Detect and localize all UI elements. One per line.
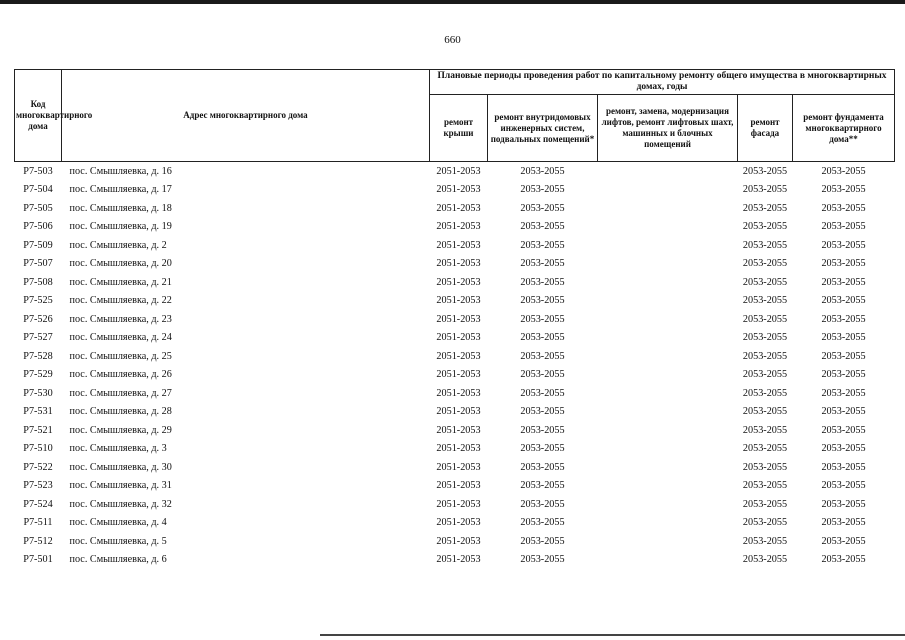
cell-address: пос. Смышляевка, д. 22 bbox=[69, 295, 172, 307]
header-roof: ремонт крыши bbox=[430, 95, 488, 162]
cell-systems: 2053-2055 bbox=[520, 258, 565, 270]
cell-lifts bbox=[598, 310, 738, 329]
cell-facade: 2053-2055 bbox=[742, 498, 788, 510]
cell-foundation: 2053-2055 bbox=[821, 480, 866, 492]
cell-address: пос. Смышляевка, д. 24 bbox=[69, 332, 172, 344]
cell-foundation: 2053-2055 bbox=[821, 295, 866, 307]
cell-foundation: 2053-2055 bbox=[821, 332, 866, 344]
cell-roof: 2051-2053 bbox=[436, 369, 481, 381]
cell-systems: 2053-2055 bbox=[520, 406, 565, 418]
cell-systems: 2053-2055 bbox=[520, 535, 565, 547]
cell-address: пос. Смышляевка, д. 23 bbox=[69, 313, 172, 325]
cell-facade: 2053-2055 bbox=[742, 424, 788, 436]
cell-systems: 2053-2055 bbox=[520, 165, 565, 177]
header-systems: ремонт внутридомовых инженерных систем, подвальных помещений* bbox=[488, 95, 598, 162]
header-address: Адрес многоквартирного дома bbox=[62, 70, 430, 162]
table-row bbox=[15, 218, 895, 237]
cell-facade: 2053-2055 bbox=[742, 239, 788, 251]
cell-address: пос. Смышляевка, д. 19 bbox=[69, 221, 172, 233]
cell-roof: 2051-2053 bbox=[436, 239, 481, 251]
table-row bbox=[15, 292, 895, 311]
cell-systems: 2053-2055 bbox=[520, 202, 565, 214]
scan-bottom-line bbox=[320, 634, 905, 636]
cell-facade: 2053-2055 bbox=[742, 369, 788, 381]
cell-systems: 2053-2055 bbox=[520, 387, 565, 399]
table-row bbox=[15, 532, 895, 551]
header-foundation: ремонт фундамента многоквартирного дома** bbox=[793, 95, 895, 162]
cell-systems: 2053-2055 bbox=[520, 480, 565, 492]
cell-lifts bbox=[598, 458, 738, 477]
table-row bbox=[15, 421, 895, 440]
cell-lifts bbox=[598, 440, 738, 459]
cell-facade: 2053-2055 bbox=[742, 406, 788, 418]
cell-address: пос. Смышляевка, д. 21 bbox=[69, 276, 172, 288]
cell-code: Р7-505 bbox=[23, 202, 53, 214]
cell-address: пос. Смышляевка, д. 17 bbox=[69, 184, 172, 196]
cell-code: Р7-531 bbox=[23, 406, 53, 418]
cell-foundation: 2053-2055 bbox=[821, 387, 866, 399]
cell-foundation: 2053-2055 bbox=[821, 313, 866, 325]
cell-lifts bbox=[598, 255, 738, 274]
cell-lifts bbox=[598, 162, 738, 181]
scan-top-border bbox=[0, 0, 905, 4]
cell-code: Р7-523 bbox=[23, 480, 53, 492]
cell-address: пос. Смышляевка, д. 29 bbox=[69, 424, 172, 436]
cell-roof: 2051-2053 bbox=[436, 424, 481, 436]
table-row bbox=[15, 495, 895, 514]
cell-roof: 2051-2053 bbox=[436, 184, 481, 196]
cell-address: пос. Смышляевка, д. 32 bbox=[69, 498, 172, 510]
cell-facade: 2053-2055 bbox=[742, 480, 788, 492]
cell-foundation: 2053-2055 bbox=[821, 184, 866, 196]
cell-roof: 2051-2053 bbox=[436, 461, 481, 473]
capital-repair-table bbox=[14, 69, 895, 569]
cell-facade: 2053-2055 bbox=[742, 332, 788, 344]
cell-code: Р7-509 bbox=[23, 239, 53, 251]
cell-facade: 2053-2055 bbox=[742, 461, 788, 473]
cell-lifts bbox=[598, 551, 738, 570]
cell-code: Р7-528 bbox=[23, 350, 53, 362]
cell-foundation: 2053-2055 bbox=[821, 554, 866, 566]
cell-roof: 2051-2053 bbox=[436, 443, 481, 455]
cell-roof: 2051-2053 bbox=[436, 498, 481, 510]
table-row bbox=[15, 440, 895, 459]
cell-address: пос. Смышляевка, д. 6 bbox=[69, 554, 167, 566]
table-row bbox=[15, 403, 895, 422]
cell-code: Р7-527 bbox=[23, 332, 53, 344]
cell-lifts bbox=[598, 421, 738, 440]
cell-address: пос. Смышляевка, д. 16 bbox=[69, 165, 172, 177]
cell-address: пос. Смышляевка, д. 25 bbox=[69, 350, 172, 362]
cell-systems: 2053-2055 bbox=[520, 461, 565, 473]
cell-facade: 2053-2055 bbox=[742, 258, 788, 270]
cell-facade: 2053-2055 bbox=[742, 221, 788, 233]
cell-roof: 2051-2053 bbox=[436, 554, 481, 566]
cell-roof: 2051-2053 bbox=[436, 517, 481, 529]
cell-facade: 2053-2055 bbox=[742, 443, 788, 455]
header-planned-periods: Плановые периоды проведения работ по капитальному ремонту общего имущества в многоквартирных домах, годы bbox=[430, 70, 895, 95]
cell-address: пос. Смышляевка, д. 5 bbox=[69, 535, 167, 547]
cell-foundation: 2053-2055 bbox=[821, 369, 866, 381]
cell-lifts bbox=[598, 495, 738, 514]
cell-lifts bbox=[598, 236, 738, 255]
cell-roof: 2051-2053 bbox=[436, 165, 481, 177]
cell-lifts bbox=[598, 384, 738, 403]
cell-facade: 2053-2055 bbox=[742, 184, 788, 196]
table-row bbox=[15, 477, 895, 496]
cell-systems: 2053-2055 bbox=[520, 184, 565, 196]
table-row bbox=[15, 255, 895, 274]
cell-code: Р7-506 bbox=[23, 221, 53, 233]
cell-roof: 2051-2053 bbox=[436, 387, 481, 399]
cell-lifts bbox=[598, 273, 738, 292]
cell-address: пос. Смышляевка, д. 28 bbox=[69, 406, 172, 418]
cell-facade: 2053-2055 bbox=[742, 517, 788, 529]
cell-systems: 2053-2055 bbox=[520, 517, 565, 529]
cell-foundation: 2053-2055 bbox=[821, 406, 866, 418]
cell-foundation: 2053-2055 bbox=[821, 461, 866, 473]
cell-facade: 2053-2055 bbox=[742, 202, 788, 214]
header-facade: ремонт фасада bbox=[738, 95, 793, 162]
cell-address: пос. Смышляевка, д. 31 bbox=[69, 480, 172, 492]
cell-roof: 2051-2053 bbox=[436, 258, 481, 270]
cell-foundation: 2053-2055 bbox=[821, 165, 866, 177]
cell-systems: 2053-2055 bbox=[520, 498, 565, 510]
table-row bbox=[15, 384, 895, 403]
cell-address: пос. Смышляевка, д. 3 bbox=[69, 443, 167, 455]
table-row bbox=[15, 310, 895, 329]
cell-systems: 2053-2055 bbox=[520, 313, 565, 325]
cell-systems: 2053-2055 bbox=[520, 554, 565, 566]
cell-code: Р7-522 bbox=[23, 461, 53, 473]
cell-roof: 2051-2053 bbox=[436, 480, 481, 492]
cell-code: Р7-510 bbox=[23, 443, 53, 455]
cell-address: пос. Смышляевка, д. 4 bbox=[69, 517, 167, 529]
cell-roof: 2051-2053 bbox=[436, 313, 481, 325]
cell-foundation: 2053-2055 bbox=[821, 202, 866, 214]
cell-lifts bbox=[598, 199, 738, 218]
cell-roof: 2051-2053 bbox=[436, 350, 481, 362]
table-row bbox=[15, 236, 895, 255]
cell-lifts bbox=[598, 292, 738, 311]
cell-lifts bbox=[598, 477, 738, 496]
cell-roof: 2051-2053 bbox=[436, 221, 481, 233]
cell-code: Р7-501 bbox=[23, 554, 53, 566]
cell-address: пос. Смышляевка, д. 20 bbox=[69, 258, 172, 270]
cell-lifts bbox=[598, 329, 738, 348]
cell-systems: 2053-2055 bbox=[520, 369, 565, 381]
cell-facade: 2053-2055 bbox=[742, 350, 788, 362]
cell-code: Р7-512 bbox=[23, 535, 53, 547]
cell-code: Р7-529 bbox=[23, 369, 53, 381]
cell-roof: 2051-2053 bbox=[436, 406, 481, 418]
cell-foundation: 2053-2055 bbox=[821, 258, 866, 270]
cell-lifts bbox=[598, 347, 738, 366]
cell-roof: 2051-2053 bbox=[436, 295, 481, 307]
cell-code: Р7-511 bbox=[23, 517, 53, 529]
cell-foundation: 2053-2055 bbox=[821, 498, 866, 510]
cell-facade: 2053-2055 bbox=[742, 554, 788, 566]
cell-code: Р7-530 bbox=[23, 387, 53, 399]
table-row bbox=[15, 458, 895, 477]
cell-foundation: 2053-2055 bbox=[821, 535, 866, 547]
cell-lifts bbox=[598, 181, 738, 200]
cell-facade: 2053-2055 bbox=[742, 165, 788, 177]
table-header bbox=[15, 70, 895, 162]
table-row bbox=[15, 514, 895, 533]
cell-facade: 2053-2055 bbox=[742, 276, 788, 288]
header-code: Код многоквартирного дома bbox=[15, 70, 62, 162]
cell-code: Р7-526 bbox=[23, 313, 53, 325]
cell-systems: 2053-2055 bbox=[520, 295, 565, 307]
cell-foundation: 2053-2055 bbox=[821, 424, 866, 436]
cell-code: Р7-508 bbox=[23, 276, 53, 288]
cell-systems: 2053-2055 bbox=[520, 443, 565, 455]
table-row bbox=[15, 329, 895, 348]
cell-foundation: 2053-2055 bbox=[821, 443, 866, 455]
table-row bbox=[15, 347, 895, 366]
cell-facade: 2053-2055 bbox=[742, 295, 788, 307]
cell-roof: 2051-2053 bbox=[436, 332, 481, 344]
table-row bbox=[15, 551, 895, 570]
cell-systems: 2053-2055 bbox=[520, 276, 565, 288]
cell-address: пос. Смышляевка, д. 27 bbox=[69, 387, 172, 399]
cell-code: Р7-524 bbox=[23, 498, 53, 510]
cell-code: Р7-503 bbox=[23, 165, 53, 177]
table-body bbox=[15, 162, 895, 570]
table-row bbox=[15, 199, 895, 218]
cell-foundation: 2053-2055 bbox=[821, 221, 866, 233]
cell-systems: 2053-2055 bbox=[520, 424, 565, 436]
cell-address: пос. Смышляевка, д. 18 bbox=[69, 202, 172, 214]
cell-roof: 2051-2053 bbox=[436, 535, 481, 547]
cell-lifts bbox=[598, 403, 738, 422]
cell-foundation: 2053-2055 bbox=[821, 239, 866, 251]
cell-code: Р7-504 bbox=[23, 184, 53, 196]
cell-facade: 2053-2055 bbox=[742, 313, 788, 325]
cell-facade: 2053-2055 bbox=[742, 387, 788, 399]
cell-lifts bbox=[598, 532, 738, 551]
cell-systems: 2053-2055 bbox=[520, 350, 565, 362]
table-row bbox=[15, 181, 895, 200]
cell-systems: 2053-2055 bbox=[520, 332, 565, 344]
cell-code: Р7-521 bbox=[23, 424, 53, 436]
cell-address: пос. Смышляевка, д. 2 bbox=[69, 239, 167, 251]
cell-code: Р7-525 bbox=[23, 295, 53, 307]
cell-address: пос. Смышляевка, д. 26 bbox=[69, 369, 172, 381]
cell-code: Р7-507 bbox=[23, 258, 53, 270]
cell-systems: 2053-2055 bbox=[520, 221, 565, 233]
cell-foundation: 2053-2055 bbox=[821, 350, 866, 362]
page-number: 660 bbox=[444, 34, 461, 46]
cell-roof: 2051-2053 bbox=[436, 276, 481, 288]
cell-systems: 2053-2055 bbox=[520, 239, 565, 251]
table-row bbox=[15, 162, 895, 181]
cell-facade: 2053-2055 bbox=[742, 535, 788, 547]
cell-foundation: 2053-2055 bbox=[821, 276, 866, 288]
cell-lifts bbox=[598, 218, 738, 237]
cell-lifts bbox=[598, 366, 738, 385]
cell-lifts bbox=[598, 514, 738, 533]
table-row bbox=[15, 366, 895, 385]
header-lifts: ремонт, замена, модернизация лифтов, ремонт лифтовых шахт, машинных и блочных помещений bbox=[598, 95, 738, 162]
cell-foundation: 2053-2055 bbox=[821, 517, 866, 529]
cell-address: пос. Смышляевка, д. 30 bbox=[69, 461, 172, 473]
cell-roof: 2051-2053 bbox=[436, 202, 481, 214]
table-row bbox=[15, 273, 895, 292]
